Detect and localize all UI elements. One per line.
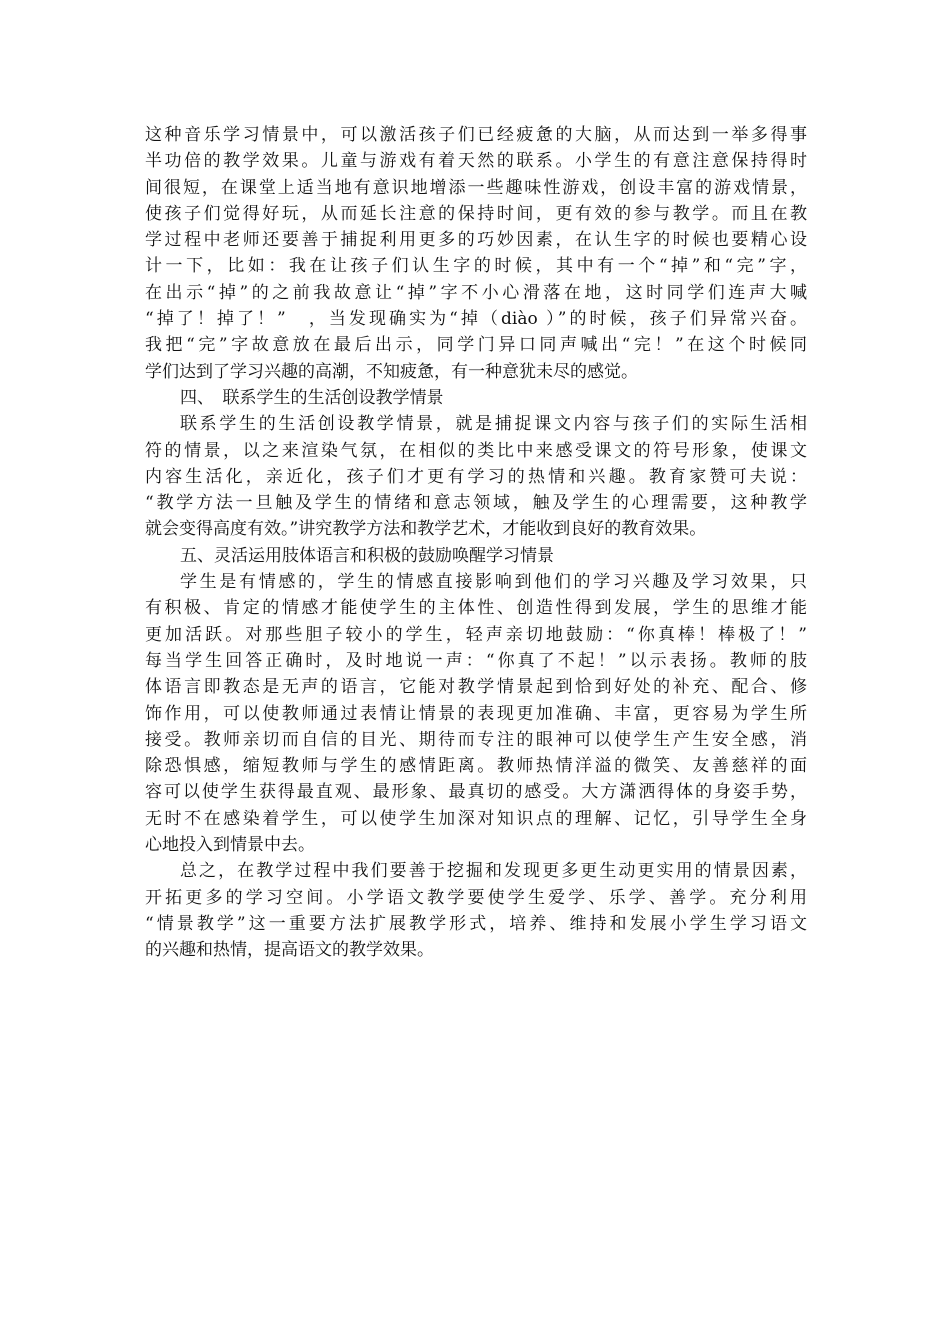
text-line: 饰作用，可以使教师通过表情让情景的表现更加准确、丰富，更容易为学生所 bbox=[145, 703, 807, 724]
text-line: 半功倍的教学效果。儿童与游戏有着天然的联系。小学生的有意注意保持得时 bbox=[145, 151, 807, 172]
text-line: 有积极、肯定的情感才能使学生的主体性、创造性得到发展，学生的思维才能 bbox=[145, 598, 807, 619]
text-line: 更加活跃。对那些胆子较小的学生，轻声亲切地鼓励：“你真棒！棒极了！” bbox=[145, 624, 807, 645]
heading-text: 四、 联系学生的生活创设教学情景 bbox=[180, 387, 444, 408]
text-line: 无时不在感染着学生，可以使学生加深对知识点的理解、记忆，引导学生全身 bbox=[145, 808, 807, 829]
text-line: 使孩子们觉得好玩，从而延长注意的保持时间，更有效的参与教学。而且在教 bbox=[145, 203, 807, 224]
section-heading bbox=[145, 543, 807, 569]
paragraph bbox=[145, 122, 807, 385]
heading-text: 五、灵活运用肢体语言和积极的鼓励唤醒学习情景 bbox=[180, 545, 554, 566]
text-line: “掉了！掉了！” ，当发现确实为“掉（diào ）”的时候，孩子们异常兴奋。 bbox=[145, 309, 807, 330]
text-line: 总之，在教学过程中我们要善于挖掘和发现更多更生动更实用的情景因素， bbox=[180, 861, 807, 882]
text-line: 内容生活化，亲近化，孩子们才更有学习的热情和兴趣。教育家赞可夫说： bbox=[145, 466, 807, 487]
paragraph bbox=[145, 858, 807, 963]
text-line: 每当学生回答正确时，及时地说一声：“你真了不起！”以示表扬。教师的肢 bbox=[145, 650, 807, 671]
paragraph bbox=[145, 569, 807, 858]
text-line: 除恐惧感，缩短教师与学生的感情距离。教师热情洋溢的微笑、友善慈祥的面 bbox=[145, 756, 807, 777]
section-heading bbox=[145, 385, 807, 411]
text-line: 学们达到了学习兴趣的高潮，不知疲惫，有一种意犹未尽的感觉。 bbox=[145, 361, 638, 382]
text-line: 计一下，比如：我在让孩子们认生字的时候，其中有一个“掉”和“完”字， bbox=[145, 256, 807, 277]
text-line: 我把“完”字故意放在最后出示，同学门异口同声喊出“完！”在这个时候同 bbox=[145, 335, 807, 356]
text-line: 开拓更多的学习空间。小学语文教学要使学生爱学、乐学、善学。充分利用 bbox=[145, 887, 807, 908]
text-line: 学过程中老师还要善于捕捉利用更多的巧妙因素，在认生字的时候也要精心设 bbox=[145, 230, 807, 251]
text-line: 间很短，在课堂上适当地有意识地增添一些趣味性游戏，创设丰富的游戏情景， bbox=[145, 177, 807, 198]
text-line: “情景教学”这一重要方法扩展教学形式，培养、维持和发展小学生学习语文 bbox=[145, 913, 807, 934]
text-line: 容可以使学生获得最直观、最形象、最真切的感受。大方潇洒得体的身姿手势， bbox=[145, 782, 807, 803]
text-line: 就会变得高度有效。”讲究教学方法和教学艺术，才能收到良好的教育效果。 bbox=[145, 519, 707, 540]
text-line: “教学方法一旦触及学生的情绪和意志领域，触及学生的心理需要，这种教学 bbox=[145, 493, 807, 514]
document-page bbox=[145, 122, 807, 964]
text-line: 学生是有情感的，学生的情感直接影响到他们的学习兴趣及学习效果，只 bbox=[180, 572, 807, 593]
text-line: 心地投入到情景中去。 bbox=[145, 835, 315, 856]
paragraph bbox=[145, 411, 807, 542]
document-body bbox=[145, 122, 807, 964]
text-line: 这种音乐学习情景中，可以激活孩子们已经疲惫的大脑，从而达到一举多得事 bbox=[145, 125, 807, 145]
text-line: 的兴趣和热情，提高语文的教学效果。 bbox=[145, 940, 434, 961]
text-line: 符的情景，以之来渲染气氛，在相似的类比中来感受课文的符号形象，使课文 bbox=[145, 440, 807, 461]
text-line: 联系学生的生活创设教学情景，就是捕捉课文内容与孩子们的实际生活相 bbox=[180, 414, 807, 435]
text-line: 体语言即教态是无声的语言，它能对教学情景起到恰到好处的补充、配合、修 bbox=[145, 677, 807, 698]
text-line: 接受。教师亲切而自信的目光、期待而专注的眼神可以使学生产生安全感，消 bbox=[145, 729, 807, 750]
text-line: 在出示“掉”的之前我故意让“掉”字不小心滑落在地，这时同学们连声大喊 bbox=[145, 282, 807, 303]
